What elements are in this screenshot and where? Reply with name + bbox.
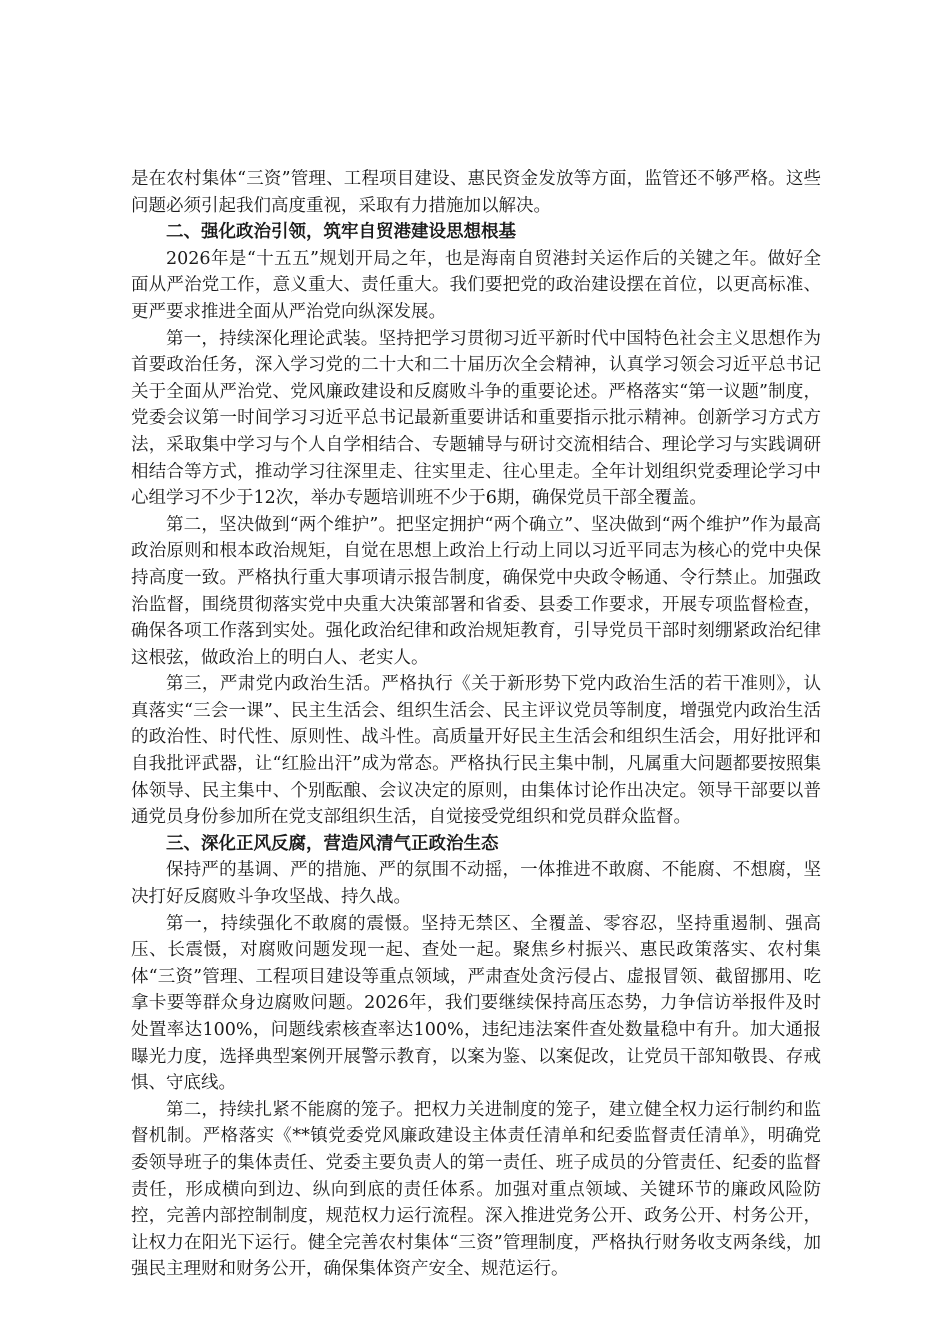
paragraph-two-safeguards: 第二，坚决做到“两个维护”。把坚定拥护“两个确立”、坚决做到“两个维护”作为最高政治原则和根本政治规矩，自觉在思想上政治上行动上同以习近平同志为核心的党中央保持高度一致。严格执行重大事项请示报告制度，确保党中央政令畅通、令行禁止。加强政治监督，围绕贯彻落实党中央重大决策部署和省委、县委工作要求，开展专项监督检查，确保各项工作落到实处。强化政治纪律和政治规矩教育，引导党员干部时刻绷紧政治纪律这根弦，做政治上的明白人、老实人。 (131, 514, 821, 668)
section-heading-2: 二、强化政治引领，筑牢自贸港建设思想根基 (166, 222, 516, 243)
paragraph-deterrence: 第一，持续强化不敢腐的震慑。坚持无禁区、全覆盖、零容忍，坚持重遏制、强高压、长震慑，对腐败问题发现一起、查处一起。聚焦乡村振兴、惠民政策落实、农村集体“三资”管理、工程项目建设等重点领域，严肃查处贪污侵占、虚报冒领、截留挪用、吃拿卡要等群众身边腐败问题。2026年，我们要继续保持高压态势，力争信访举报件及时处置率达100%，问题线索核查率达100%，违纪违法案件查处数量稳中有升。加大通报曝光力度，选择典型案例开展警示教育，以案为鉴、以案促改，让党员干部知敬畏、存戒惧、守底线。 (131, 913, 821, 1094)
document-body (131, 166, 821, 1283)
paragraph-institution-cage: 第二，持续扎紧不能腐的笼子。把权力关进制度的笼子，建立健全权力运行制约和监督机制。严格落实《**镇党委党风廉政建设主体责任清单和纪委监督责任清单》，明确党委领导班子的集体责任、党委主要负责人的第一责任、班子成员的分管责任、纪委的监督责任，形成横向到边、纵向到底的责任体系。加强对重点领域、关键环节的廉政风险防控，完善内部控制制度，规范权力运行流程。深入推进党务公开、政务公开、村务公开，让权力在阳光下运行。健全完善农村集体“三资”管理制度，严格执行财务收支两条线，加强民主理财和财务公开，确保集体资产安全、规范运行。 (131, 1099, 821, 1280)
paragraph-continuation: 是在农村集体“三资”管理、工程项目建设、惠民资金发放等方面，监管还不够严格。这些问题必须引起我们高度重视，采取有力措施加以解决。 (131, 169, 821, 216)
section-heading-3: 三、深化正风反腐，营造风清气正政治生态 (166, 833, 499, 854)
paragraph-intro-section-2: 2026年是“十五五”规划开局之年，也是海南自贸港封关运作后的关键之年。做好全面从严治党工作，意义重大、责任重大。我们要把党的政治建设摆在首位，以更高标准、更严要求推进全面从严治党向纵深发展。 (131, 248, 821, 322)
paragraph-intro-section-3: 保持严的基调、严的措施、严的氛围不动摇，一体推进不敢腐、不能腐、不想腐，坚决打好反腐败斗争攻坚战、持久战。 (131, 860, 821, 908)
paragraph-theory-study: 第一，持续深化理论武装。坚持把学习贯彻习近平新时代中国特色社会主义思想作为首要政治任务，深入学习党的二十大和二十届历次全会精神，认真学习领会习近平总书记关于全面从严治党、党风廉政建设和反腐败斗争的重要论述。严格落实“第一议题”制度，党委会议第一时间学习习近平总书记最新重要讲话和重要指示批示精神。创新学习方式方法，采取集中学习与个人自学相结合、专题辅导与研讨交流相结合、理论学习与实践调研相结合等方式，推动学习往深里走、往实里走、往心里走。全年计划组织党委理论学习中心组学习不少于12次，举办专题培训班不少于6期，确保党员干部全覆盖。 (131, 328, 821, 509)
paragraph-party-life: 第三，严肃党内政治生活。严格执行《关于新形势下党内政治生活的若干准则》，认真落实“三会一课”、民主生活会、组织生活会、民主评议党员等制度，增强党内政治生活的政治性、时代性、原则性、战斗性。高质量开好民主生活会和组织生活会，用好批评和自我批评武器，让“红脸出汗”成为常态。严格执行民主集中制，凡属重大问题都要按照集体领导、民主集中、个别酝酿、会议决定的原则，由集体讨论作出决定。领导干部要以普通党员身份参加所在党支部组织生活，自觉接受党组织和党员群众监督。 (131, 674, 821, 828)
